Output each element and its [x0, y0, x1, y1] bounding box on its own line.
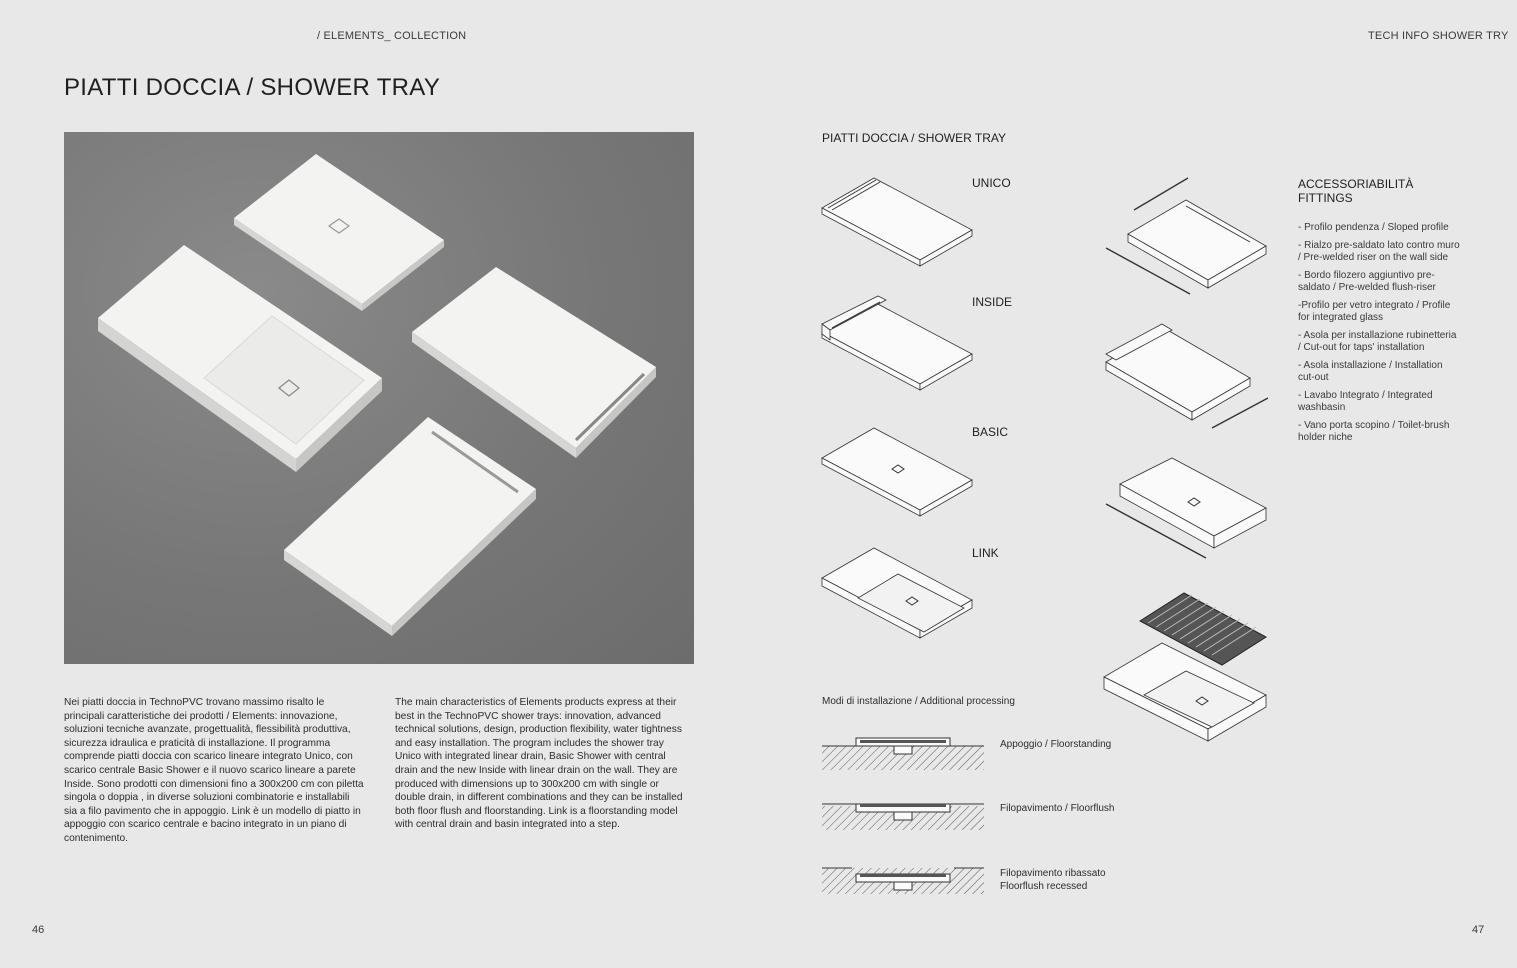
installation-title: Modi di installazione / Additional processing — [822, 696, 1015, 707]
page-number-left: 46 — [32, 924, 45, 936]
section-subtitle: PIATTI DOCCIA / SHOWER TRAY — [822, 131, 1007, 145]
fitting-item: - Asola per installazione rubinetteria / Cut-out for taps' installation — [1298, 330, 1457, 353]
link-tray-drawing — [818, 540, 983, 645]
floorstanding-section-drawing — [822, 736, 986, 772]
fitting-drawing-link-grate — [1100, 585, 1275, 747]
unico-tray-drawing — [818, 170, 983, 270]
model-label-unico: UNICO — [972, 176, 1011, 190]
installation-label-floorstanding: Appoggio / Floorstanding — [1000, 739, 1112, 750]
fitting-drawing-basic — [1100, 452, 1275, 564]
fittings-title — [1298, 177, 1413, 205]
description-italian: Nei piatti doccia in TechnoPVC trovano massimo risalto le principali caratteristiche dei prodotti / Elements: innovazione, soluzioni tecniche avanzate, progettualità, flessibilità produttiva, sicurezza idraulica e praticità di installazione. Il programma comprende piatti doccia con scarico lineare integrato Unico, con scarico centrale Basic Shower e il nuovo scarico lineare a parete Inside. Sono prodotti con dimensioni fino a 300x200 cm con piletta singola o doppia , in diverse soluzioni combinatorie e installabili sia a filo pavimento che in appoggio. Link è un modello di piatto in appoggio con scarico centrale e bacino integrato in un piano di contenimento. — [64, 697, 364, 844]
page-title: PIATTI DOCCIA / SHOWER TRAY — [64, 74, 441, 101]
header-collection: / ELEMENTS_ COLLECTION — [317, 30, 467, 42]
inside-tray-drawing — [818, 292, 983, 397]
fittings-title-en: FITTINGS — [1298, 191, 1353, 205]
fitting-item: - Profilo pendenza / Sloped profile — [1298, 222, 1449, 233]
shower-trays-photo — [64, 132, 694, 664]
fitting-item: - Rialzo pre-saldato lato contro muro / Pre-welded riser on the wall side — [1298, 240, 1460, 263]
fitting-item: - Bordo filozero aggiuntivo pre- saldato / Pre-welded flush-riser — [1298, 270, 1436, 293]
floorflush-section-drawing — [822, 800, 986, 832]
installation-label-floorflush: Filopavimento / Floorflush — [1000, 803, 1115, 814]
installation-label-floorflush-recessed: Filopavimento ribassato Floorflush recessed — [1000, 868, 1106, 892]
fitting-item: -Profilo per vetro integrato / Profile for integrated glass — [1298, 300, 1451, 323]
model-label-inside: INSIDE — [972, 295, 1013, 309]
page-number-right: 47 — [1472, 924, 1485, 936]
basic-tray-drawing — [818, 420, 983, 520]
fitting-item: - Asola installazione / Installation cut-out — [1298, 360, 1443, 383]
fitting-drawing-sloped-profile — [1100, 172, 1275, 302]
fitting-item: - Lavabo Integrato / Integrated washbasin — [1298, 390, 1433, 413]
model-label-basic: BASIC — [972, 425, 1009, 439]
floorflush-recessed-section-drawing — [822, 866, 986, 896]
header-section: TECH INFO SHOWER TRY — [1368, 30, 1509, 42]
fitting-item: - Vano porta scopino / Toilet-brush holder niche — [1298, 420, 1450, 443]
fittings-list — [1298, 222, 1468, 450]
shower-trays-photo-illustration — [64, 132, 694, 664]
fittings-title-it: ACCESSORIABILITÀ — [1298, 177, 1414, 191]
description-english: The main characteristics of Elements products express at their best in the TechnoPVC shower trays: innovation, advanced technical solutions, design, production flexibility, water tightness and easy installation. The program includes the shower tray Unico with integrated linear drain, Basic Shower with central drain and the new Inside with linear drain on the wall. They are produced with dimensions up to 300x200 cm with single or double drain, in different combinations and they can be installed both floor flush and floorstanding. Link is a floorstanding model with central drain and basin integrated into a step. — [395, 697, 683, 831]
fitting-drawing-inside — [1100, 322, 1275, 434]
model-label-link: LINK — [972, 546, 999, 560]
